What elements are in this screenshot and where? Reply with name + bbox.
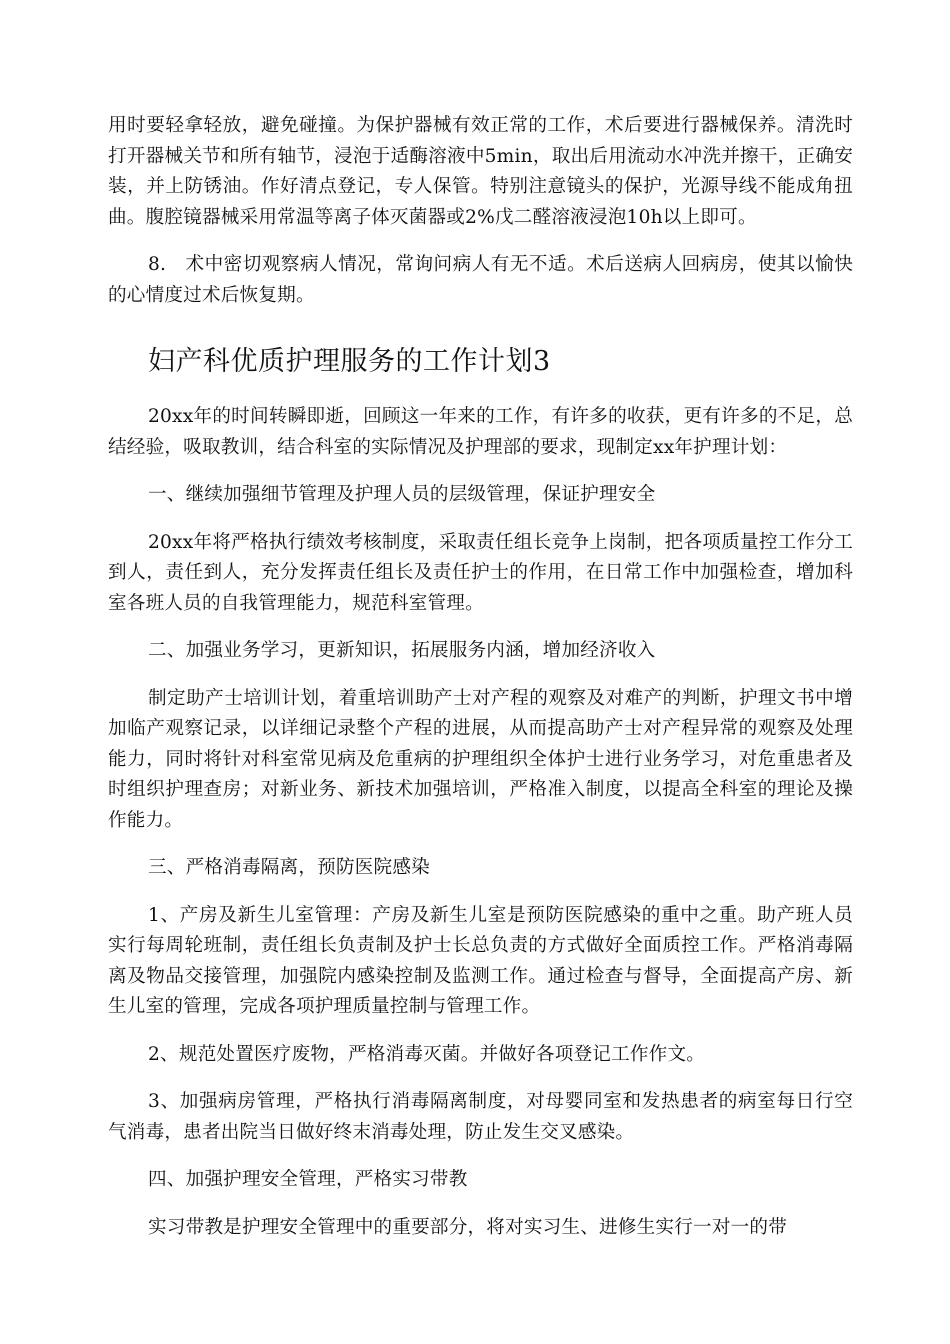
document-page <box>108 111 853 1243</box>
paragraph-intro: 20xx年的时间转瞬即逝，回顾这一年来的工作，有许多的收获，更有许多的不足，总结经验，吸取教训，结合科室的实际情况及护理部的要求，现制定xx年护理计划： <box>108 406 853 458</box>
paragraph-item-8: 8. 术中密切观察病人情况，常询问病人有无不适。术后送病人回病房，使其以愉快的心情度过术后恢复期。 <box>108 254 853 306</box>
heading-part-4: 四、加强护理安全管理，严格实习带教 <box>148 1169 468 1190</box>
paragraph-part-1: 20xx年将严格执行绩效考核制度，采取责任组长竞争上岗制，把各项质量控工作分工到人，责任到人，充分发挥责任组长及责任护士的作用，在日常工作中加强检查，增加科室各班人员的自我管理能力，规范科室管理。 <box>108 531 853 614</box>
heading-part-1: 一、继续加强细节管理及护理人员的层级管理，保证护理安全 <box>148 484 656 505</box>
paragraph-part-3-item-1: 1、产房及新生儿室管理：产房及新生儿室是预防医院感染的重中之重。助产班人员实行每周轮班制，责任组长负责制及护士长总负责的方式做好全面质控工作。严格消毒隔离及物品交接管理，加强院内感染控制及监测工作。通过检查与督导，全面提高产房、新生儿室的管理，完成各项护理质量控制与管理工作。 <box>108 904 853 1017</box>
paragraph-part-2: 制定助产士培训计划，着重培训助产士对产程的观察及对难产的判断，护理文书中增加临产观察记录，以详细记录整个产程的进展，从而提高助产士对产程异常的观察及处理能力，同时将针对科室常见病及危重病的护理组织全体护士进行业务学习，对危重患者及时组织护理查房；对新业务、新技术加强培训，严格准入制度，以提高全科室的理论及操作能力。 <box>108 687 853 831</box>
paragraph-part-4: 实习带教是护理安全管理中的重要部分，将对实习生、进修生实行一对一的带 <box>148 1216 787 1238</box>
heading-part-2: 二、加强业务学习，更新知识，拓展服务内涵，增加经济收入 <box>148 640 656 661</box>
paragraph-part-3-item-2: 2、规范处置医疗废物，严格消毒灭菌。并做好各项登记工作作文。 <box>148 1043 706 1065</box>
heading-part-3: 三、严格消毒隔离，预防医院感染 <box>148 857 430 878</box>
paragraph-part-3-item-3: 3、加强病房管理，严格执行消毒隔离制度，对母婴同室和发热患者的病室每日行空气消毒，患者出院当日做好终末消毒处理，防止发生交叉感染。 <box>108 1091 853 1143</box>
section-title: 妇产科优质护理服务的工作计划3 <box>148 346 551 377</box>
paragraph-instrument-care: 用时要轻拿轻放，避免碰撞。为保护器械有效正常的工作，术后要进行器械保养。清洗时打开器械关节和所有轴节，浸泡于适酶溶液中5min，取出后用流动水冲洗并擦干，正确安装，并上防锈油。作好清点登记，专人保管。特别注意镜头的保护，光源导线不能成角扭曲。腹腔镜器械采用常温等离子体灭菌器或2%戊二醛溶液浸泡10h以上即可。 <box>108 115 853 228</box>
